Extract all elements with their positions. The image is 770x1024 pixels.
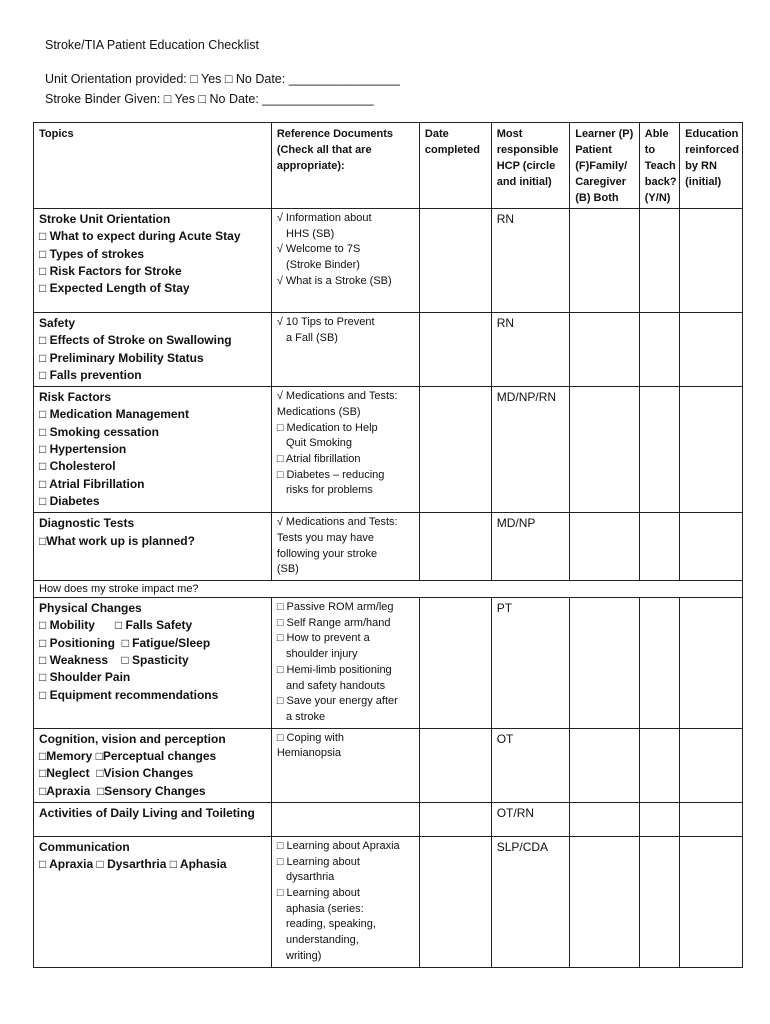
reference-document-item[interactable]: Hemianopsia — [276, 747, 342, 760]
col-learner: Learner (P) Patient (F)Family/ Caregiver (B) Both — [570, 123, 640, 209]
date-completed-cell[interactable] — [419, 387, 491, 513]
reinforced-cell[interactable] — [680, 313, 743, 387]
reference-document-item[interactable]: □ Diabetes – reducing — [276, 468, 385, 481]
reference-document-item[interactable]: √ Information about — [276, 212, 372, 224]
reinforced-cell[interactable] — [680, 728, 743, 802]
topic-cell — [34, 313, 272, 387]
responsible-hcp-cell: MD/NP/RN — [491, 387, 570, 513]
stroke-binder-line: Stroke Binder Given: □ Yes □ No Date: ________________ — [45, 92, 374, 106]
reference-document-item[interactable]: √ Medications and Tests: — [276, 390, 398, 403]
table-row — [34, 513, 743, 581]
topic-checkbox-item[interactable]: □Apraxia □Sensory Changes — [39, 783, 206, 798]
reference-document-item[interactable]: aphasia (series: — [276, 902, 364, 915]
reference-document-item[interactable]: risks for problems — [276, 484, 373, 497]
section-row — [34, 581, 743, 598]
reference-cell — [271, 313, 419, 387]
learner-cell[interactable] — [570, 598, 640, 729]
learner-cell[interactable] — [570, 513, 640, 581]
reference-document-item[interactable]: □ How to prevent a — [276, 632, 370, 645]
topic-checkbox-item[interactable]: □ Atrial Fibrillation — [39, 476, 145, 491]
reference-document-item[interactable]: □ Learning about Apraxia — [276, 839, 400, 852]
topic-checkbox-item[interactable]: □ Preliminary Mobility Status — [39, 350, 204, 365]
date-completed-cell[interactable] — [419, 598, 491, 729]
reference-document-item[interactable]: understanding, — [276, 934, 359, 947]
teach-back-cell[interactable] — [639, 728, 679, 802]
topic-checkbox-item[interactable]: □ Cholesterol — [39, 459, 116, 474]
responsible-hcp-cell: SLP/CDA — [491, 836, 570, 967]
topic-checkbox-item[interactable]: □ Effects of Stroke on Swallowing — [39, 333, 232, 348]
date-completed-cell[interactable] — [419, 836, 491, 967]
topic-checkbox-item[interactable]: □ Expected Length of Stay — [39, 281, 190, 296]
col-responsible-hcp: Most responsible HCP (circle and initial) — [491, 123, 570, 209]
table-row — [34, 209, 743, 313]
topic-checkbox-item[interactable]: □ Types of strokes — [39, 246, 145, 261]
topic-checkbox-item[interactable]: □ Mobility □ Falls Safety — [39, 618, 193, 633]
topic-checkbox-item[interactable]: □ Risk Factors for Stroke — [39, 263, 182, 278]
reference-cell — [271, 598, 419, 729]
education-checklist-table — [33, 122, 743, 968]
teach-back-cell[interactable] — [639, 209, 679, 313]
responsible-hcp-cell: OT/RN — [491, 802, 570, 836]
table-body — [34, 209, 743, 968]
table-row — [34, 802, 743, 836]
reference-cell — [271, 513, 419, 581]
topic-checkbox-item[interactable]: □ Weakness □ Spasticity — [39, 652, 189, 667]
reference-document-item[interactable]: □ Coping with — [276, 731, 345, 744]
teach-back-cell[interactable] — [639, 313, 679, 387]
reference-document-item[interactable]: (SB) — [276, 563, 299, 576]
col-reinforced-by-rn: Education reinforced by RN (initial) — [680, 123, 743, 209]
topic-title: Physical Changes — [39, 601, 142, 616]
reference-cell — [271, 387, 419, 513]
reinforced-cell[interactable] — [680, 209, 743, 313]
date-completed-cell[interactable] — [419, 209, 491, 313]
topic-cell — [34, 802, 272, 836]
table-row — [34, 836, 743, 967]
topic-checkbox-item[interactable]: □ Shoulder Pain — [39, 670, 131, 685]
topic-title: Activities of Daily Living and Toileting — [39, 805, 255, 820]
reference-document-item[interactable]: □ Learning about — [276, 887, 360, 899]
topic-title: Safety — [39, 316, 76, 330]
reference-document-item[interactable]: □ Self Range arm/hand — [276, 616, 391, 629]
reference-document-item[interactable]: shoulder injury — [276, 648, 358, 661]
topic-checkbox-item[interactable]: □ Apraxia □ Dysarthria □ Aphasia — [39, 857, 227, 872]
reference-document-item[interactable]: □ Atrial fibrillation — [276, 453, 361, 465]
topic-checkbox-item[interactable]: □ Falls prevention — [39, 367, 142, 382]
reference-cell — [271, 728, 419, 802]
topic-cell — [34, 209, 272, 313]
reference-document-item[interactable]: □ Save your energy after — [276, 695, 398, 708]
topic-title: Cognition, vision and perception — [39, 731, 226, 746]
topic-cell — [34, 513, 272, 581]
responsible-hcp-cell: MD/NP — [491, 513, 570, 581]
reference-document-item[interactable]: reading, speaking, — [276, 918, 376, 931]
topic-checkbox-item[interactable]: □ Smoking cessation — [39, 424, 159, 439]
reinforced-cell[interactable] — [680, 836, 743, 967]
col-reference-documents: Reference Documents (Check all that are appropriate): — [271, 123, 419, 209]
reference-document-item[interactable]: √ Medications and Tests: — [276, 516, 398, 529]
topic-checkbox-item[interactable]: □ What to expect during Acute Stay — [39, 229, 241, 244]
learner-cell[interactable] — [570, 313, 640, 387]
learner-cell[interactable] — [570, 836, 640, 967]
learner-cell[interactable] — [570, 209, 640, 313]
topic-title: Diagnostic Tests — [39, 516, 135, 531]
teach-back-cell[interactable] — [639, 387, 679, 513]
reference-document-item[interactable]: Tests you may have — [276, 531, 375, 544]
teach-back-cell[interactable] — [639, 513, 679, 581]
topic-cell — [34, 728, 272, 802]
teach-back-cell[interactable] — [639, 598, 679, 729]
reference-document-item[interactable]: □ Passive ROM arm/leg — [276, 601, 394, 614]
reinforced-cell[interactable] — [680, 387, 743, 513]
reference-document-item[interactable]: √ What is a Stroke (SB) — [276, 274, 392, 287]
topic-cell — [34, 598, 272, 729]
table-row — [34, 728, 743, 802]
responsible-hcp-cell: OT — [491, 728, 570, 802]
teach-back-cell[interactable] — [639, 836, 679, 967]
responsible-hcp-cell: RN — [491, 209, 570, 313]
topic-checkbox-item[interactable]: □Memory □Perceptual changes — [39, 749, 217, 763]
topic-cell — [34, 836, 272, 967]
reference-document-item[interactable]: a stroke — [276, 711, 326, 723]
topic-checkbox-item[interactable]: □ Equipment recommendations — [39, 687, 219, 702]
responsible-hcp-cell: RN — [491, 313, 570, 387]
reference-cell — [271, 802, 419, 836]
learner-cell[interactable] — [570, 387, 640, 513]
table-row — [34, 313, 743, 387]
reference-document-item[interactable]: (Stroke Binder) — [276, 259, 360, 272]
col-teach-back: Able to Teach back? (Y/N) — [639, 123, 679, 209]
topic-title: Stroke Unit Orientation — [39, 212, 171, 226]
section-label: How does my stroke impact me? — [34, 581, 743, 598]
document-title: Stroke/TIA Patient Education Checklist — [45, 38, 259, 52]
teach-back-cell[interactable] — [639, 802, 679, 836]
date-completed-cell[interactable] — [419, 802, 491, 836]
reference-document-item[interactable]: □ Learning about — [276, 855, 360, 868]
topic-checkbox-item[interactable]: □Neglect □Vision Changes — [39, 766, 194, 781]
reference-document-item[interactable]: √ Welcome to 7S — [276, 243, 361, 256]
learner-cell[interactable] — [570, 728, 640, 802]
col-date-completed: Date completed — [419, 123, 491, 209]
reinforced-cell[interactable] — [680, 802, 743, 836]
topic-title: Communication — [39, 839, 130, 854]
topic-checkbox-item[interactable]: □What work up is planned? — [39, 533, 195, 548]
reinforced-cell[interactable] — [680, 513, 743, 581]
table-row — [34, 387, 743, 513]
reference-document-item[interactable]: writing) — [276, 949, 322, 962]
reference-document-item[interactable]: a Fall (SB) — [276, 331, 338, 344]
reference-cell — [271, 209, 419, 313]
reference-document-item[interactable]: □ Hemi-limb positioning — [276, 663, 392, 676]
topic-title: Risk Factors — [39, 390, 112, 405]
date-completed-cell[interactable] — [419, 313, 491, 387]
header-row — [34, 123, 743, 209]
date-completed-cell[interactable] — [419, 728, 491, 802]
reference-document-item[interactable]: following your stroke — [276, 547, 378, 560]
date-completed-cell[interactable] — [419, 513, 491, 581]
reinforced-cell[interactable] — [680, 598, 743, 729]
topic-checkbox-item[interactable]: □ Diabetes — [39, 493, 100, 508]
learner-cell[interactable] — [570, 802, 640, 836]
col-topics: Topics — [34, 123, 272, 209]
reference-document-item[interactable]: HHS (SB) — [276, 227, 335, 240]
reference-document-item[interactable]: √ 10 Tips to Prevent — [276, 316, 375, 328]
topic-checkbox-item[interactable]: □ Positioning □ Fatigue/Sleep — [39, 635, 211, 650]
reference-cell — [271, 836, 419, 967]
responsible-hcp-cell: PT — [491, 598, 570, 729]
topic-cell — [34, 387, 272, 513]
reference-document-item[interactable]: dysarthria — [276, 871, 335, 884]
unit-orientation-line: Unit Orientation provided: □ Yes □ No Date: ________________ — [45, 72, 400, 86]
reference-document-item[interactable]: Quit Smoking — [276, 437, 353, 450]
topic-checkbox-item[interactable]: □ Medication Management — [39, 407, 189, 422]
reference-document-item[interactable]: □ Medication to Help — [276, 421, 378, 434]
reference-document-item[interactable]: Medications (SB) — [276, 405, 361, 418]
reference-document-item[interactable]: and safety handouts — [276, 679, 386, 692]
topic-checkbox-item[interactable]: □ Hypertension — [39, 442, 127, 457]
table-row — [34, 598, 743, 729]
